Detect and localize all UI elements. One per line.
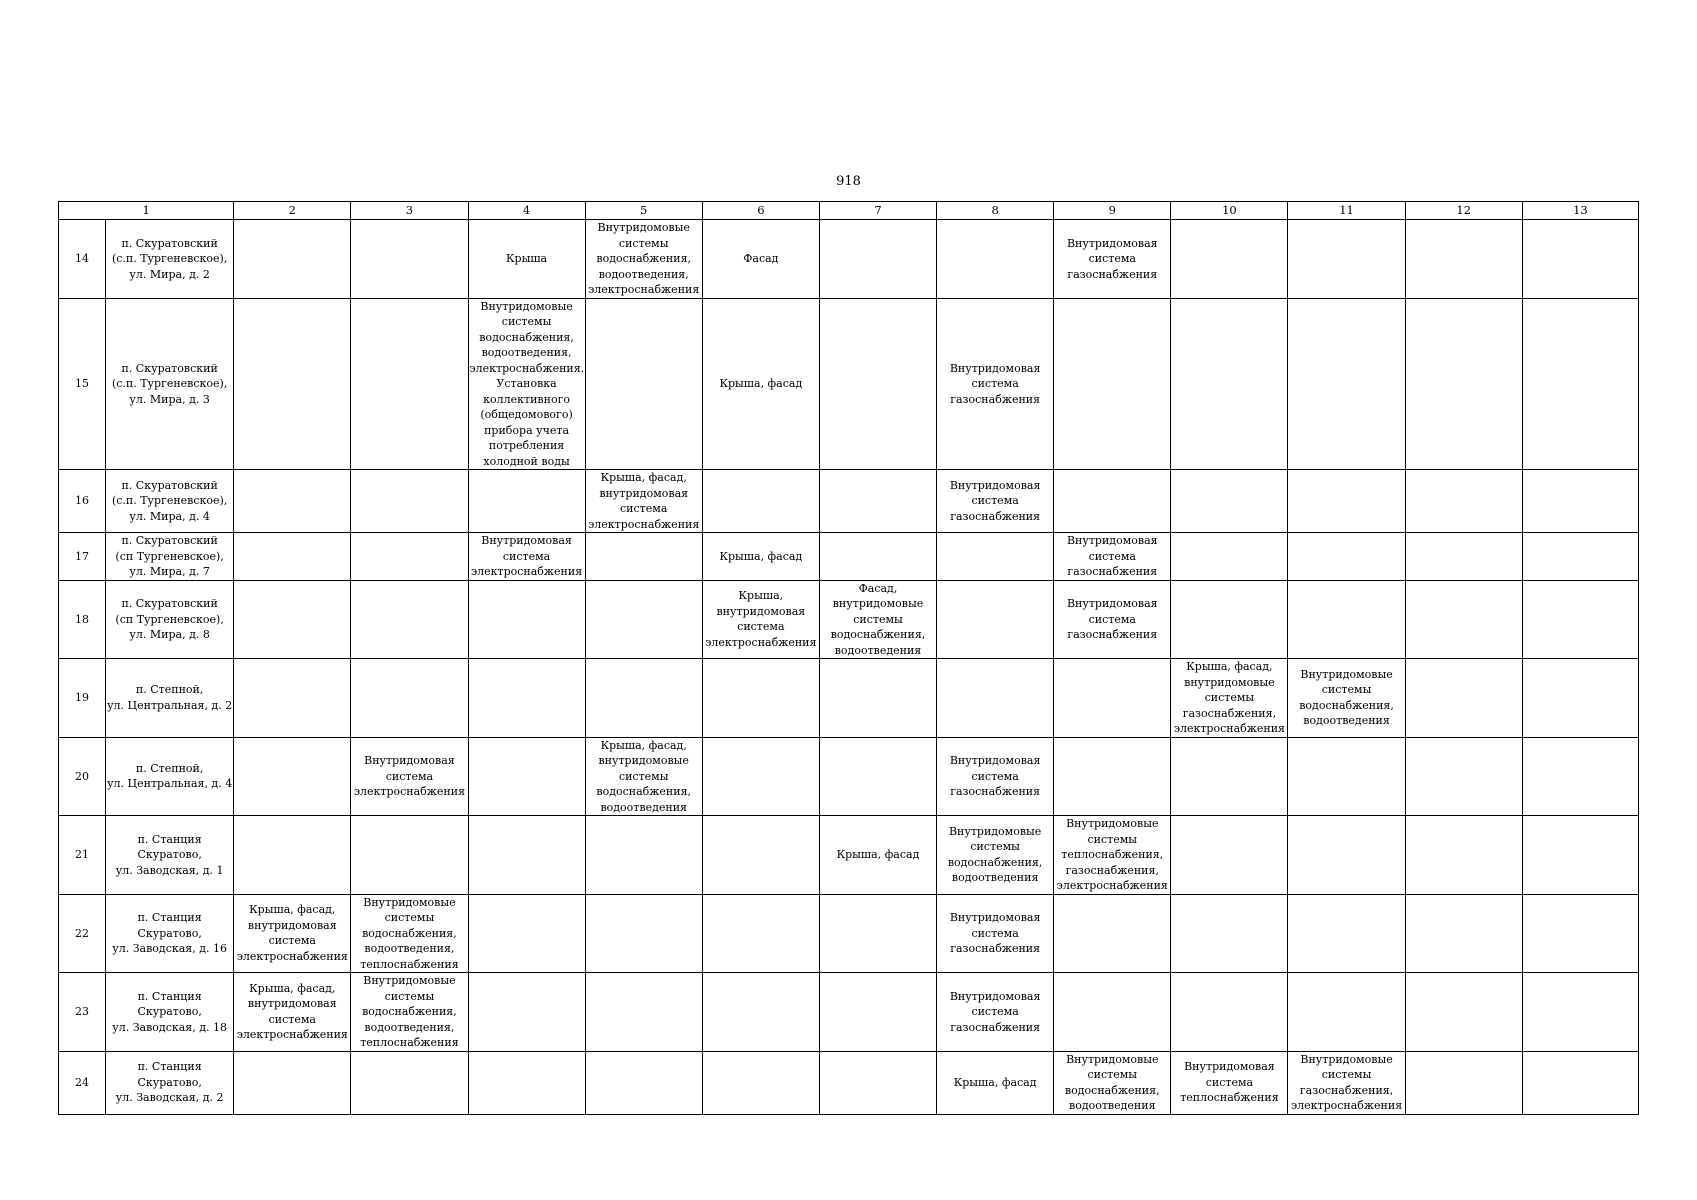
work-type-cell — [819, 533, 936, 581]
work-type-cell — [1288, 737, 1405, 816]
work-type-cell — [1288, 973, 1405, 1052]
work-type-cell — [351, 816, 468, 895]
work-type-cell — [234, 533, 351, 581]
work-type-cell — [585, 659, 702, 738]
work-type-cell — [702, 659, 819, 738]
work-type-cell: Внутридомовая система электроснабжения — [468, 533, 585, 581]
work-type-cell — [702, 470, 819, 533]
column-number-header: 10 — [1171, 202, 1288, 220]
table-row — [59, 737, 1639, 816]
table-row — [59, 470, 1639, 533]
work-type-cell: Крыша, фасад — [937, 1051, 1054, 1114]
column-number-header: 4 — [468, 202, 585, 220]
work-type-cell — [1171, 737, 1288, 816]
work-type-cell — [819, 894, 936, 973]
work-type-cell — [1288, 580, 1405, 659]
work-type-cell: Фасад, внутридомовые системы водоснабжения, водоотведения — [819, 580, 936, 659]
row-number-cell: 23 — [59, 973, 106, 1052]
work-type-cell — [1405, 973, 1522, 1052]
table-row — [59, 816, 1639, 895]
work-type-cell — [234, 816, 351, 895]
work-type-cell — [585, 298, 702, 470]
row-number-cell: 22 — [59, 894, 106, 973]
work-type-cell — [1405, 737, 1522, 816]
work-type-cell — [702, 894, 819, 973]
work-type-cell — [585, 1051, 702, 1114]
work-type-cell: Крыша — [468, 220, 585, 299]
table-row — [59, 659, 1639, 738]
work-type-cell — [1171, 816, 1288, 895]
work-type-cell — [1522, 533, 1638, 581]
work-type-cell — [1171, 533, 1288, 581]
row-number-cell: 24 — [59, 1051, 106, 1114]
column-number-header: 2 — [234, 202, 351, 220]
work-type-cell: Внутридомовая система электроснабжения — [351, 737, 468, 816]
header-row — [59, 202, 1639, 220]
work-type-cell — [937, 220, 1054, 299]
work-type-cell: Крыша, фасад — [702, 533, 819, 581]
work-type-cell — [1171, 470, 1288, 533]
work-type-cell — [1405, 894, 1522, 973]
row-number-cell: 14 — [59, 220, 106, 299]
work-type-cell — [351, 533, 468, 581]
work-type-cell — [1288, 298, 1405, 470]
work-type-cell: Крыша, фасад, внутридомовая система электроснабжения — [585, 470, 702, 533]
work-type-cell — [234, 298, 351, 470]
work-type-cell — [585, 580, 702, 659]
work-type-cell — [819, 298, 936, 470]
work-type-cell — [1054, 973, 1171, 1052]
work-type-cell — [1405, 298, 1522, 470]
table-row — [59, 533, 1639, 581]
work-type-cell — [819, 220, 936, 299]
work-type-cell — [1522, 1051, 1638, 1114]
table-body — [59, 220, 1639, 1115]
work-type-cell — [1054, 470, 1171, 533]
work-type-cell — [702, 1051, 819, 1114]
column-number-header: 9 — [1054, 202, 1171, 220]
work-type-cell — [585, 816, 702, 895]
work-type-cell — [468, 659, 585, 738]
work-type-cell — [234, 220, 351, 299]
work-type-cell — [585, 533, 702, 581]
column-number-header: 12 — [1405, 202, 1522, 220]
table-row — [59, 298, 1639, 470]
work-type-cell — [1522, 220, 1638, 299]
row-number-cell: 21 — [59, 816, 106, 895]
work-type-cell — [1405, 816, 1522, 895]
work-type-cell — [468, 470, 585, 533]
work-type-cell — [468, 1051, 585, 1114]
work-type-cell — [819, 737, 936, 816]
row-number-cell: 19 — [59, 659, 106, 738]
work-type-cell — [585, 894, 702, 973]
work-type-cell — [234, 470, 351, 533]
column-number-header: 3 — [351, 202, 468, 220]
address-cell: п. Степной, ул. Центральная, д. 2 — [106, 659, 234, 738]
row-number-cell: 18 — [59, 580, 106, 659]
column-number-header: 6 — [702, 202, 819, 220]
work-type-cell — [819, 973, 936, 1052]
work-type-cell — [1171, 298, 1288, 470]
work-type-cell — [1405, 220, 1522, 299]
column-number-header: 7 — [819, 202, 936, 220]
work-type-cell: Фасад — [702, 220, 819, 299]
work-type-cell — [351, 1051, 468, 1114]
address-cell: п. Скуратовский (с.п. Тургеневское), ул. Мира, д. 3 — [106, 298, 234, 470]
work-type-cell — [1522, 659, 1638, 738]
work-type-cell — [702, 737, 819, 816]
column-number-header: 1 — [59, 202, 234, 220]
work-type-cell — [937, 659, 1054, 738]
work-type-cell: Внутридомовые системы водоснабжения, водоотведения, теплоснабжения — [351, 894, 468, 973]
address-cell: п. Степной, ул. Центральная, д. 4 — [106, 737, 234, 816]
work-type-cell: Внутридомовая система газоснабжения — [937, 470, 1054, 533]
work-type-cell: Внутридомовая система газоснабжения — [937, 298, 1054, 470]
address-cell: п. Скуратовский (сп Тургеневское), ул. Мира, д. 8 — [106, 580, 234, 659]
work-type-cell: Внутридомовая система газоснабжения — [1054, 580, 1171, 659]
table-row — [59, 894, 1639, 973]
work-type-cell — [1288, 533, 1405, 581]
work-type-cell: Крыша, внутридомовая система электроснабжения — [702, 580, 819, 659]
work-type-cell — [1405, 580, 1522, 659]
work-type-cell — [1288, 220, 1405, 299]
work-type-cell — [351, 659, 468, 738]
work-type-cell: Внутридомовая система газоснабжения — [937, 973, 1054, 1052]
work-type-cell — [1054, 659, 1171, 738]
column-number-header: 8 — [937, 202, 1054, 220]
row-number-cell: 16 — [59, 470, 106, 533]
row-number-cell: 17 — [59, 533, 106, 581]
work-type-cell: Внутридомовая система газоснабжения — [1054, 220, 1171, 299]
work-type-cell — [1405, 470, 1522, 533]
address-cell: п. Станция Скуратово, ул. Заводская, д. 2 — [106, 1051, 234, 1114]
work-type-cell: Внутридомовые системы водоснабжения, водоотведения, электроснабжения — [585, 220, 702, 299]
column-number-header: 13 — [1522, 202, 1638, 220]
work-type-cell — [585, 973, 702, 1052]
work-type-cell — [468, 816, 585, 895]
work-type-cell — [937, 533, 1054, 581]
work-type-cell — [1522, 470, 1638, 533]
work-type-cell — [1171, 973, 1288, 1052]
work-type-cell — [1054, 737, 1171, 816]
work-type-cell: Внутридомовые системы теплоснабжения, газоснабжения, электроснабжения — [1054, 816, 1171, 895]
work-type-cell — [819, 470, 936, 533]
work-type-cell — [1288, 894, 1405, 973]
row-number-cell: 20 — [59, 737, 106, 816]
work-type-cell: Внутридомовая система газоснабжения — [937, 737, 1054, 816]
address-cell: п. Станция Скуратово, ул. Заводская, д. 18 — [106, 973, 234, 1052]
work-type-cell: Крыша, фасад — [702, 298, 819, 470]
table-row — [59, 1051, 1639, 1114]
work-type-cell — [1522, 298, 1638, 470]
column-number-header: 5 — [585, 202, 702, 220]
work-type-cell — [234, 1051, 351, 1114]
work-type-cell — [1054, 298, 1171, 470]
work-type-cell: Внутридомовые системы водоснабжения, водоотведения — [1288, 659, 1405, 738]
work-type-cell — [1522, 973, 1638, 1052]
work-type-cell — [468, 737, 585, 816]
work-type-cell: Крыша, фасад, внутридомовая система электроснабжения — [234, 894, 351, 973]
work-type-cell: Внутридомовые системы водоснабжения, водоотведения, электроснабжения. Установка коллективного (общедомового) прибора учета потребления холодной воды — [469, 299, 585, 468]
work-type-cell — [1171, 894, 1288, 973]
work-type-cell — [1405, 1051, 1522, 1114]
work-type-cell — [1054, 894, 1171, 973]
work-type-cell — [1405, 533, 1522, 581]
work-type-cell — [1171, 220, 1288, 299]
page-number: 918 — [836, 174, 861, 189]
address-cell: п. Скуратовский (с.п. Тургеневское), ул. Мира, д. 2 — [106, 220, 234, 299]
address-cell: п. Станция Скуратово, ул. Заводская, д. 16 — [106, 894, 234, 973]
work-type-cell — [1288, 470, 1405, 533]
work-type-cell — [351, 220, 468, 299]
row-number-cell: 15 — [59, 298, 106, 470]
work-type-cell — [819, 1051, 936, 1114]
work-type-cell — [234, 659, 351, 738]
work-type-cell — [351, 298, 468, 470]
table-row — [59, 220, 1639, 299]
work-type-cell — [819, 659, 936, 738]
table-row — [59, 973, 1639, 1052]
work-type-cell — [702, 816, 819, 895]
work-type-cell — [1288, 816, 1405, 895]
work-type-cell — [702, 973, 819, 1052]
work-type-cell: Крыша, фасад, внутридомовые системы водоснабжения, водоотведения — [585, 737, 702, 816]
work-type-cell: Крыша, фасад, внутридомовые системы газоснабжения, электроснабжения — [1171, 659, 1288, 738]
work-type-cell — [1522, 580, 1638, 659]
column-number-header: 11 — [1288, 202, 1405, 220]
work-type-cell: Крыша, фасад, внутридомовая система электроснабжения — [234, 973, 351, 1052]
work-type-cell — [234, 737, 351, 816]
work-type-cell: Внутридомовые системы водоснабжения, водоотведения — [937, 816, 1054, 895]
work-type-cell: Внутридомовая система газоснабжения — [1054, 533, 1171, 581]
work-type-cell: Внутридомовые системы водоснабжения, водоотведения, теплоснабжения — [351, 973, 468, 1052]
work-type-cell — [351, 580, 468, 659]
work-type-cell — [468, 973, 585, 1052]
work-type-cell: Внутридомовые системы газоснабжения, электроснабжения — [1288, 1051, 1405, 1114]
work-type-cell — [234, 580, 351, 659]
work-type-cell — [1522, 816, 1638, 895]
address-cell: п. Станция Скуратово, ул. Заводская, д. 1 — [106, 816, 234, 895]
table-row — [59, 580, 1639, 659]
work-type-cell: Внутридомовая система теплоснабжения — [1171, 1051, 1288, 1114]
work-type-cell — [351, 470, 468, 533]
repair-schedule-table — [58, 201, 1639, 1115]
work-type-cell: Внутридомовая система газоснабжения — [937, 894, 1054, 973]
address-cell: п. Скуратовский (сп Тургеневское), ул. Мира, д. 7 — [106, 533, 234, 581]
work-type-cell — [1522, 737, 1638, 816]
work-type-cell — [1522, 894, 1638, 973]
work-type-cell — [468, 580, 585, 659]
address-cell: п. Скуратовский (с.п. Тургеневское), ул. Мира, д. 4 — [106, 470, 234, 533]
work-type-cell — [1171, 580, 1288, 659]
work-type-cell: Внутридомовые системы водоснабжения, водоотведения — [1054, 1051, 1171, 1114]
work-type-cell — [468, 894, 585, 973]
work-type-cell — [937, 580, 1054, 659]
work-type-cell: Крыша, фасад — [819, 816, 936, 895]
work-type-cell — [1405, 659, 1522, 738]
